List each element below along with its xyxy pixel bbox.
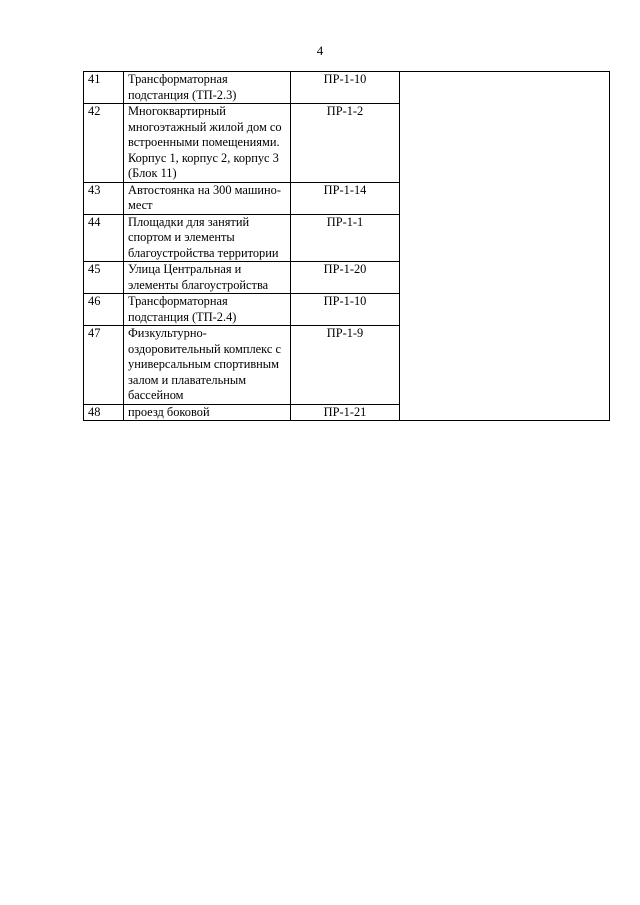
page-number: 4	[316, 43, 324, 58]
row-number: 46	[84, 294, 124, 326]
objects-table-body	[84, 72, 610, 421]
object-name: Трансформаторная подстанция (ТП-2.4)	[124, 294, 291, 326]
object-name: Площадки для занятий спортом и элементы благоустройства территории	[124, 214, 291, 262]
row-number: 45	[84, 262, 124, 294]
merged-empty-cell	[400, 72, 610, 421]
row-number: 43	[84, 182, 124, 214]
table-row	[84, 72, 610, 104]
object-name: Автостоянка на 300 машино- мест	[124, 182, 291, 214]
object-name: проезд боковой	[124, 404, 291, 421]
object-name: Физкультурно- оздоровительный комплекс с универсальным спортивным залом и плавательным бассейном	[124, 326, 291, 405]
object-code: ПР-1-21	[291, 404, 400, 421]
object-code: ПР-1-20	[291, 262, 400, 294]
object-code: ПР-1-10	[291, 72, 400, 104]
object-name: Трансформаторная подстанция (ТП-2.3)	[124, 72, 291, 104]
row-number: 48	[84, 404, 124, 421]
row-number: 42	[84, 104, 124, 183]
object-code: ПР-1-9	[291, 326, 400, 405]
object-code: ПР-1-10	[291, 294, 400, 326]
row-number: 41	[84, 72, 124, 104]
row-number: 44	[84, 214, 124, 262]
row-number: 47	[84, 326, 124, 405]
objects-table	[83, 71, 610, 421]
object-code: ПР-1-1	[291, 214, 400, 262]
object-code: ПР-1-2	[291, 104, 400, 183]
object-name: Многоквартирный многоэтажный жилой дом со встроенными помещениями. Корпус 1, корпус 2, корпус 3 (Блок 11)	[124, 104, 291, 183]
object-name: Улица Центральная и элементы благоустройства	[124, 262, 291, 294]
object-code: ПР-1-14	[291, 182, 400, 214]
